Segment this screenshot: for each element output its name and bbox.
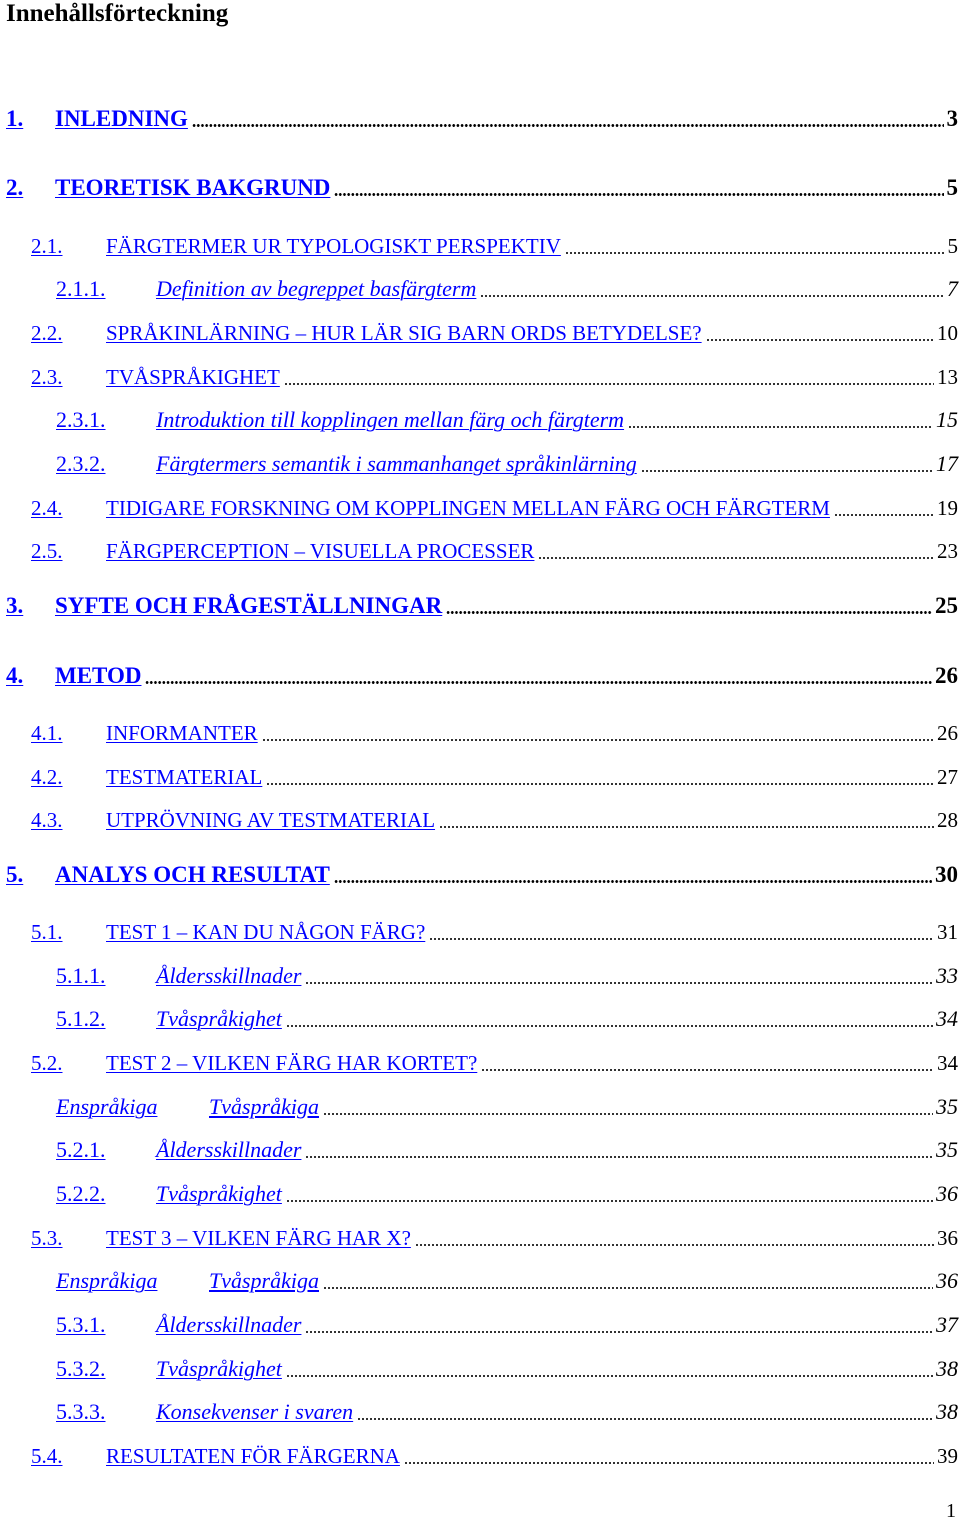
toc-entry[interactable] <box>0 228 960 258</box>
toc-entry-title[interactable]: Tvåspråkighet <box>156 1181 282 1206</box>
toc-entry-page: 25 <box>935 593 958 618</box>
toc-entry-title[interactable]: TVÅSPRÅKIGHET <box>106 365 280 389</box>
dot-leader <box>334 880 932 883</box>
toc-entry-number[interactable]: 2.1. <box>31 234 63 258</box>
dot-leader <box>305 1156 933 1158</box>
toc-entry-title[interactable]: Tvåspråkighet <box>156 1006 282 1031</box>
toc-entry[interactable] <box>0 1307 960 1337</box>
dot-leader <box>834 514 934 516</box>
toc-entry-number[interactable]: 5.3.3. <box>56 1399 106 1424</box>
toc-entry-page: 5 <box>947 234 958 258</box>
toc-entry-title[interactable]: TIDIGARE FORSKNING OM KOPPLINGEN MELLAN FÄRG OCH FÄRGTERM <box>106 496 830 520</box>
toc-entry-page: 36 <box>937 1226 958 1250</box>
toc-entry-number[interactable]: 5.3.2. <box>56 1356 106 1381</box>
dot-leader <box>284 383 934 385</box>
toc-entry[interactable] <box>0 490 960 520</box>
toc-entry-page: 26 <box>937 721 958 745</box>
dot-leader <box>415 1244 934 1246</box>
toc-entry-page: 19 <box>937 496 958 520</box>
toc-entry-page: 31 <box>937 920 958 944</box>
toc-entry[interactable] <box>0 914 960 944</box>
toc-entry-number[interactable]: 5.2.1. <box>56 1137 106 1162</box>
page-number: 1 <box>946 1500 956 1522</box>
toc-entry-number[interactable]: 4.2. <box>31 765 63 789</box>
toc-entry-title[interactable]: RESULTATEN FÖR FÄRGERNA <box>106 1444 400 1468</box>
toc-entry[interactable] <box>0 1263 960 1293</box>
toc-entry-number[interactable]: 2.4. <box>31 496 63 520</box>
toc-entry-title[interactable]: Åldersskillnader <box>156 1137 302 1162</box>
toc-entry[interactable] <box>0 958 960 988</box>
toc-entry-page: 13 <box>937 365 958 389</box>
toc-entry-title[interactable]: METOD <box>55 663 142 688</box>
toc-entry[interactable] <box>0 658 960 688</box>
toc-entry[interactable] <box>0 857 960 887</box>
toc-entry-page: 39 <box>937 1444 958 1468</box>
toc-entry-number[interactable]: 1. <box>6 106 24 131</box>
dot-leader <box>262 739 934 741</box>
dot-leader <box>323 1287 933 1289</box>
toc-entry-number[interactable]: 2.3.2. <box>56 451 106 476</box>
toc-entry-page: 17 <box>936 451 958 476</box>
toc-entry-page: 23 <box>937 539 958 563</box>
toc-entry-page: 5 <box>946 175 958 200</box>
toc-entry-page: 30 <box>935 862 958 887</box>
toc-entry-title-secondary[interactable]: Tvåspråkiga <box>209 1094 319 1119</box>
toc-entry-page: 37 <box>936 1312 958 1337</box>
toc-entry-title[interactable]: SPRÅKINLÄRNING – HUR LÄR SIG BARN ORDS BETYDELSE? <box>106 321 702 345</box>
toc-entry-page: 34 <box>936 1006 958 1031</box>
toc-entry-number[interactable]: 5.2. <box>31 1051 63 1075</box>
toc-entry-page: 38 <box>936 1356 958 1381</box>
toc-entry-page: 10 <box>937 321 958 345</box>
dot-leader <box>538 557 934 559</box>
dot-leader <box>145 681 932 684</box>
toc-entry-title[interactable]: TEST 1 – KAN DU NÅGON FÄRG? <box>106 920 426 944</box>
toc-entry-number[interactable]: 2.2. <box>31 321 63 345</box>
toc-entry[interactable] <box>0 101 960 131</box>
toc-entry-title[interactable]: UTPRÖVNING AV TESTMATERIAL <box>106 808 436 832</box>
dot-leader <box>305 982 933 984</box>
toc-entry-number[interactable]: 5.1. <box>31 920 63 944</box>
toc-entry-page: 28 <box>937 808 958 832</box>
toc-entry-page: 7 <box>947 276 958 301</box>
toc-entry-title[interactable]: ANALYS OCH RESULTAT <box>55 862 330 887</box>
toc-entry-title[interactable]: Åldersskillnader <box>156 1312 302 1337</box>
toc-entry-number[interactable]: 2.3. <box>31 365 63 389</box>
toc-entry[interactable] <box>0 1438 960 1468</box>
toc-entry-page: 34 <box>937 1051 958 1075</box>
toc-entry-number[interactable]: 5.3.1. <box>56 1312 106 1337</box>
dot-leader <box>481 1069 934 1071</box>
dot-leader <box>286 1375 933 1377</box>
toc-entry-number[interactable]: 4.3. <box>31 808 63 832</box>
toc-entry[interactable] <box>0 715 960 745</box>
dot-leader <box>446 611 932 614</box>
toc-entry-page: 36 <box>936 1181 958 1206</box>
toc-entry[interactable] <box>0 446 960 476</box>
toc-entry-number[interactable]: 4. <box>6 663 24 688</box>
toc-entry-title[interactable]: Introduktion till kopplingen mellan färg och färgterm <box>156 407 625 432</box>
dot-leader <box>192 124 944 127</box>
toc-entry-number[interactable]: 5. <box>6 862 24 887</box>
toc-entry-number[interactable]: 3. <box>6 593 24 618</box>
toc-entry-title[interactable]: TEORETISK BAKGRUND <box>55 175 331 200</box>
toc-entry[interactable] <box>0 533 960 563</box>
toc-entry-title[interactable]: TEST 2 – VILKEN FÄRG HAR KORTET? <box>106 1051 478 1075</box>
dot-leader <box>323 1113 933 1115</box>
toc-entry-title[interactable]: Konsekvenser i svaren <box>156 1399 354 1424</box>
toc-entry[interactable] <box>0 402 960 432</box>
toc-entry[interactable] <box>0 588 960 618</box>
toc-entry-title[interactable]: Tvåspråkighet <box>156 1356 282 1381</box>
toc-entry-number[interactable]: 5.1.1. <box>56 963 106 988</box>
toc-entry-number[interactable]: 5.1.2. <box>56 1006 106 1031</box>
toc-entry-title[interactable]: TESTMATERIAL <box>106 765 263 789</box>
toc-entry[interactable] <box>0 1089 960 1119</box>
toc-entry-title[interactable]: Åldersskillnader <box>156 963 302 988</box>
toc-entry-page: 33 <box>936 963 958 988</box>
toc-entry[interactable] <box>0 1394 960 1424</box>
toc-entry-page: 35 <box>936 1094 958 1119</box>
toc-entry-title[interactable]: SYFTE OCH FRÅGESTÄLLNINGAR <box>55 593 443 618</box>
toc-entry[interactable] <box>0 1176 960 1206</box>
page-title: Innehållsförteckning <box>6 0 229 27</box>
dot-leader <box>357 1418 933 1420</box>
toc-entry[interactable] <box>0 1001 960 1031</box>
toc-entry-page: 27 <box>937 765 958 789</box>
toc-entry[interactable] <box>0 170 960 200</box>
toc-entry-number[interactable]: 5.4. <box>31 1444 63 1468</box>
toc-entry[interactable] <box>0 1045 960 1075</box>
toc-entry-number[interactable]: 2. <box>6 175 24 200</box>
toc-entry-page: 26 <box>935 663 958 688</box>
toc-entry-page: 38 <box>936 1399 958 1424</box>
toc-entry-title[interactable]: INFORMANTER <box>106 721 258 745</box>
dot-leader <box>706 339 934 341</box>
toc-entry-title[interactable]: Definition av begreppet basfärgterm <box>156 276 477 301</box>
toc-entry-title[interactable]: Enspråkiga <box>56 1094 158 1119</box>
dot-leader <box>565 252 945 254</box>
toc-entry-number[interactable]: 4.1. <box>31 721 63 745</box>
toc-entry-number[interactable]: 2.5. <box>31 539 63 563</box>
toc-entry[interactable] <box>0 315 960 345</box>
toc-entry[interactable] <box>0 759 960 789</box>
toc-entry-title[interactable]: INLEDNING <box>55 106 188 131</box>
dot-leader <box>439 826 934 828</box>
toc-entry[interactable] <box>0 1132 960 1162</box>
dot-leader <box>641 470 933 472</box>
dot-leader <box>334 193 944 196</box>
toc-entry-number[interactable]: 5.3. <box>31 1226 63 1250</box>
toc-entry-number[interactable]: 5.2.2. <box>56 1181 106 1206</box>
toc-entry-title-secondary[interactable]: Tvåspråkiga <box>209 1268 319 1293</box>
toc-entry-title[interactable]: Enspråkiga <box>56 1268 158 1293</box>
toc-entry-page: 15 <box>936 407 958 432</box>
toc-entry-page: 3 <box>946 106 958 131</box>
toc-entry[interactable] <box>0 359 960 389</box>
toc-entry-title[interactable]: FÄRGPERCEPTION – VISUELLA PROCESSER <box>106 539 535 563</box>
dot-leader <box>480 295 944 297</box>
dot-leader <box>305 1331 933 1333</box>
toc-entry[interactable] <box>0 1220 960 1250</box>
dot-leader <box>404 1462 934 1464</box>
toc-entry[interactable] <box>0 1351 960 1381</box>
toc-entry[interactable] <box>0 271 960 301</box>
dot-leader <box>286 1200 933 1202</box>
dot-leader <box>628 426 933 428</box>
toc-entry-number[interactable]: 2.3.1. <box>56 407 106 432</box>
toc-entry-title[interactable]: FÄRGTERMER UR TYPOLOGISKT PERSPEKTIV <box>106 234 561 258</box>
toc-entry-title[interactable]: Färgtermers semantik i sammanhanget språkinlärning <box>156 451 637 476</box>
toc-entry[interactable] <box>0 802 960 832</box>
toc-entry-number[interactable]: 2.1.1. <box>56 276 106 301</box>
toc-entry-page: 35 <box>936 1137 958 1162</box>
toc-entry-title[interactable]: TEST 3 – VILKEN FÄRG HAR X? <box>106 1226 411 1250</box>
dot-leader <box>429 938 934 940</box>
dot-leader <box>286 1025 933 1027</box>
toc-entry-page: 36 <box>936 1268 958 1293</box>
dot-leader <box>266 783 934 785</box>
